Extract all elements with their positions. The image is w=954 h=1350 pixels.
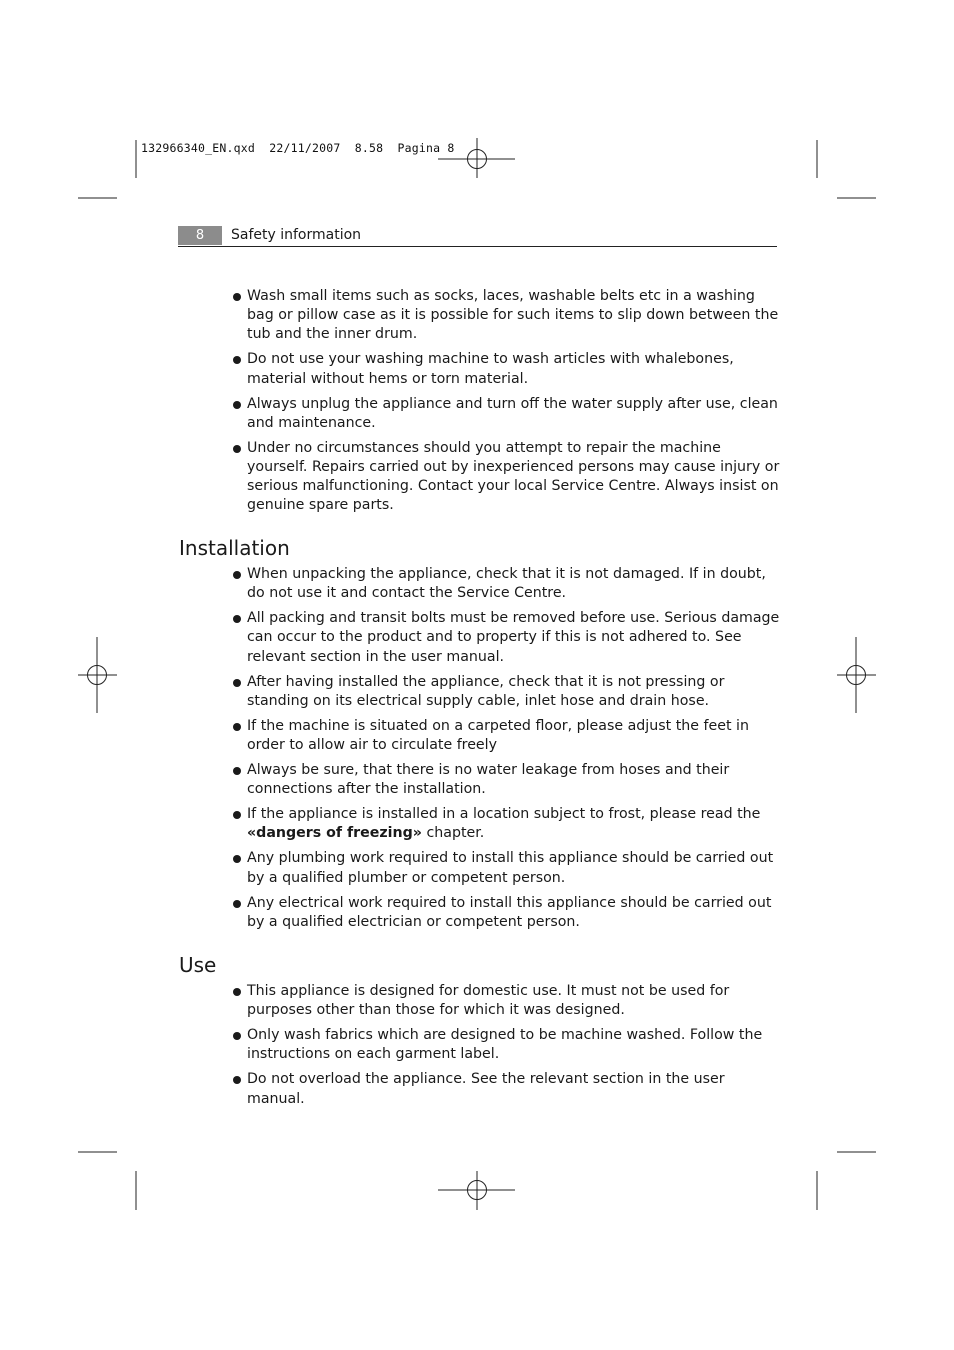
- bullet-icon: [233, 811, 241, 819]
- use-heading: Use: [179, 953, 217, 977]
- list-item: After having installed the appliance, check that it is not pressing or standing on its electrical supply cable, inlet hose and drain hose.: [232, 673, 780, 711]
- bullet-icon: [233, 401, 241, 409]
- bullet-icon: [233, 900, 241, 908]
- list-item: This appliance is designed for domestic use. It must not be used for purposes other than those for which it was designed.: [232, 982, 780, 1020]
- bullet-icon: [233, 293, 241, 301]
- list-item: If the machine is situated on a carpeted floor, please adjust the feet in order to allow air to circulate freely: [232, 717, 780, 755]
- registration-mark-right: [837, 637, 876, 713]
- registration-mark-top: [438, 138, 515, 178]
- use-list: [232, 982, 780, 1115]
- intro-list: [232, 287, 780, 521]
- list-item: Only wash fabrics which are designed to be machine washed. Follow the instructions on each garment label.: [232, 1026, 780, 1064]
- installation-heading: Installation: [179, 536, 290, 560]
- registration-mark-left: [78, 637, 117, 713]
- page-number: 8: [178, 226, 222, 245]
- list-item: All packing and transit bolts must be removed before use. Serious damage can occur to the product and to property if this is not adhered to. See relevant section in the user manual.: [232, 609, 780, 667]
- bullet-icon: [233, 356, 241, 364]
- print-slug: 132966340_EN.qxd 22/11/2007 8.58 Pagina 8: [141, 141, 455, 155]
- list-item: Always unplug the appliance and turn off the water supply after use, clean and maintenance.: [232, 395, 780, 433]
- bullet-icon: [233, 988, 241, 996]
- list-item: Wash small items such as socks, laces, washable belts etc in a washing bag or pillow case as it is possible for such items to slip down between the tub and the inner drum.: [232, 287, 780, 345]
- list-item: Under no circumstances should you attempt to repair the machine yourself. Repairs carried out by inexperienced persons may cause injury or serious malfunctioning. Contact your local Service Centre. Always insist on genuine spare parts.: [232, 439, 780, 516]
- installation-list: [232, 565, 780, 938]
- bullet-icon: [233, 679, 241, 687]
- list-item: Do not overload the appliance. See the relevant section in the user manual.: [232, 1070, 780, 1108]
- header-section-title: Safety information: [231, 227, 362, 243]
- bullet-icon: [233, 615, 241, 623]
- bullet-icon: [233, 767, 241, 775]
- bullet-icon: [233, 723, 241, 731]
- list-item-frost: If the appliance is installed in a location subject to frost, please read the «dangers of freezing» chapter.: [232, 805, 780, 843]
- list-item: When unpacking the appliance, check that it is not damaged. If in doubt, do not use it and contact the Service Centre.: [232, 565, 780, 603]
- running-header: [178, 225, 777, 247]
- list-item: Always be sure, that there is no water leakage from hoses and their connections after the installation.: [232, 761, 780, 799]
- bullet-icon: [233, 1076, 241, 1084]
- list-item: Any electrical work required to install this appliance should be carried out by a qualified electrician or competent person.: [232, 894, 780, 932]
- list-item: Any plumbing work required to install this appliance should be carried out by a qualified plumber or competent person.: [232, 849, 780, 887]
- bullet-icon: [233, 855, 241, 863]
- dangers-of-freezing-reference: «dangers of freezing»: [247, 825, 422, 842]
- bullet-icon: [233, 1032, 241, 1040]
- list-item: Do not use your washing machine to wash articles with whalebones, material without hems or torn material.: [232, 350, 780, 388]
- bullet-icon: [233, 445, 241, 453]
- bullet-icon: [233, 571, 241, 579]
- registration-mark-bottom: [438, 1171, 515, 1210]
